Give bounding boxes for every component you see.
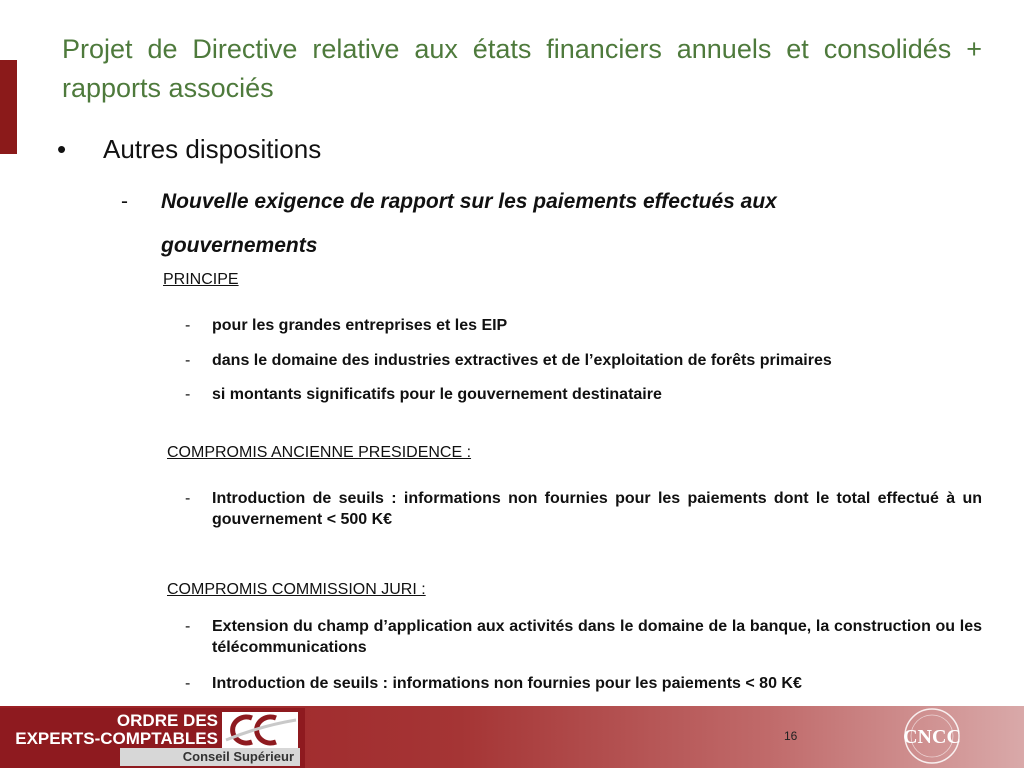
- cncc-logo: [875, 707, 990, 765]
- bullet-label: Autres dispositions: [103, 134, 322, 164]
- bullet-marker: •: [57, 134, 67, 164]
- list-item-text: pour les grandes entreprises et les EIP: [212, 317, 508, 334]
- slide-title: Projet de Directive relative aux états financiers annuels et consolidés + rapports associés: [62, 34, 982, 103]
- sub-heading: [121, 180, 921, 268]
- dash-marker: -: [185, 317, 191, 334]
- list-item-text: Introduction de seuils : informations non fournies pour les paiements dont le total effectué à un gouvernement < 500 K€: [212, 490, 982, 528]
- list-item: [185, 315, 982, 336]
- list-item: [185, 350, 982, 371]
- dash-marker: -: [185, 386, 191, 403]
- list-item: [185, 384, 982, 405]
- list-item: [185, 616, 982, 658]
- dash-marker: -: [185, 490, 191, 507]
- list-item-text: Extension du champ d’application aux activités dans le domaine de la banque, la construction ou les télécommunications: [212, 618, 982, 656]
- oec-line2: EXPERTS-COMPTABLES: [15, 729, 218, 748]
- bullet-autres-dispositions: [57, 131, 321, 167]
- list-item-text: Introduction de seuils : informations non fournies pour les paiements < 80 K€: [212, 675, 802, 692]
- sub-heading-text: Nouvelle exigence de rapport sur les paiements effectués aux gouvernements: [161, 190, 777, 257]
- oec-logo-text: [8, 712, 218, 748]
- dash-marker: -: [185, 352, 191, 369]
- cncc-label: CNCC: [903, 726, 961, 748]
- page-number: 16: [784, 729, 798, 743]
- list-item-text: dans le domaine des industries extractives et de l’exploitation de forêts primaires: [212, 352, 832, 369]
- dash-marker: -: [185, 675, 191, 692]
- list-item: [185, 488, 982, 530]
- section-heading-ancienne-presidence: COMPROMIS ANCIENNE PRESIDENCE :: [167, 444, 472, 461]
- list-item-text: si montants significatifs pour le gouvernement destinataire: [212, 386, 662, 403]
- dash-marker: -: [185, 618, 191, 635]
- oec-sub-label: Conseil Supérieur: [120, 748, 300, 766]
- left-accent-bar: [0, 60, 17, 154]
- section-heading-principe: PRINCIPE: [163, 271, 239, 288]
- oec-emblem-icon: [222, 712, 298, 748]
- list-item: [185, 673, 982, 694]
- oec-line1: ORDRE DES: [116, 711, 218, 730]
- dash-marker: -: [121, 190, 128, 213]
- section-heading-commission-juri: COMPROMIS COMMISSION JURI :: [167, 581, 426, 598]
